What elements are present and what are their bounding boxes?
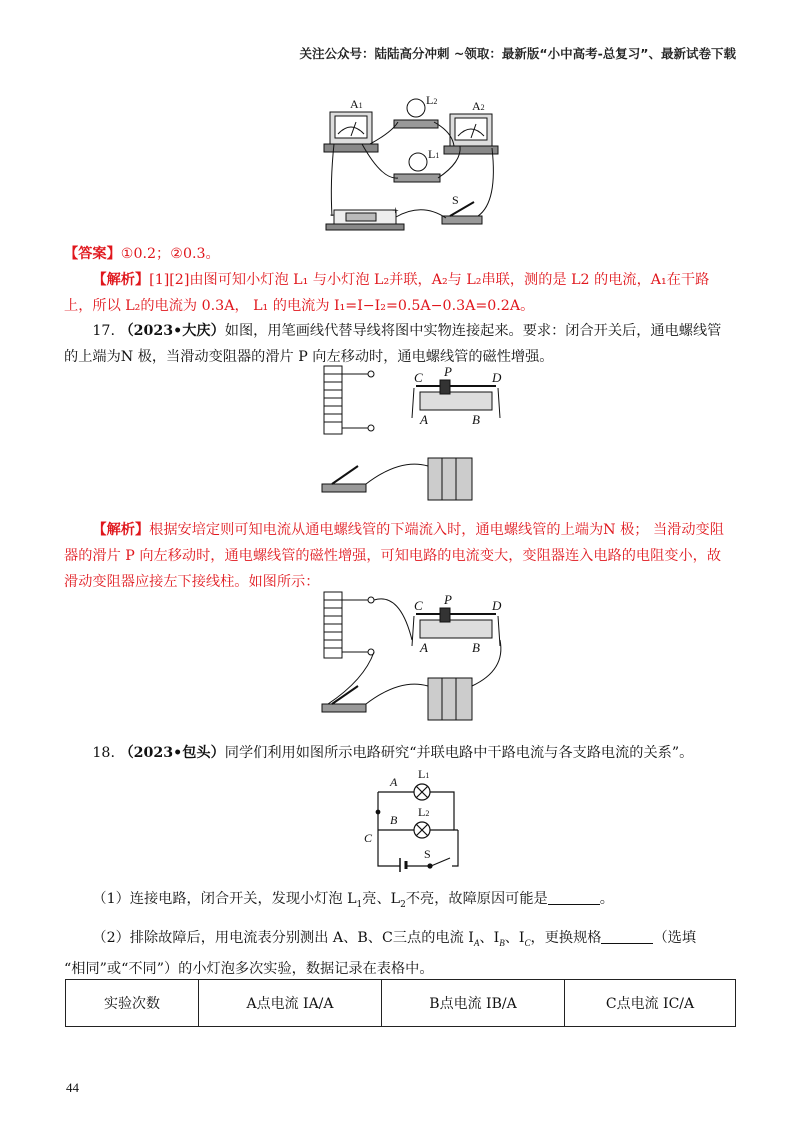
label-plus: +	[392, 203, 399, 217]
answer-blank-1[interactable]	[548, 890, 600, 905]
label-a: A	[420, 640, 428, 655]
label-c: C	[414, 370, 423, 385]
label-l1: L1	[418, 768, 430, 781]
figure-circuit-ammeters	[322, 92, 502, 240]
label-l2: L2	[418, 805, 430, 819]
label-a: A	[420, 412, 428, 427]
header-ic: C点电流 IC/A	[565, 980, 736, 1027]
label-a: A	[390, 775, 398, 789]
answer-blank-2[interactable]	[601, 929, 653, 944]
label-p: P	[444, 592, 452, 607]
label-c: C	[414, 598, 423, 613]
answer-16: 【答案】①0.2；②0.3。	[64, 246, 220, 262]
page-number: 44	[66, 1080, 79, 1095]
header-trial: 实验次数	[66, 980, 199, 1027]
header-ia: A点电流 IA/A	[199, 980, 382, 1027]
analysis-17: 【解析】根据安培定则可知电流从通电螺线管的下端流入时，通电螺线管的上端为N 极； 当滑动变阻 器的滑片 P 向左移动时，通电螺线管的磁性增强，可知电路的电流变大，变阻器连入电路的电阻变小，故 滑动变阻器应接左下接线柱。如图所示：	[64, 522, 724, 590]
question-17: 17. （2023•大庆）如图，用笔画线代替导线将图中实物连接起来。要求：闭合开关后，通电螺线管 的上端为N 极，当滑动变阻器的滑片 P 向左移动时，通电螺线管的磁性增强。	[64, 323, 722, 365]
label-a1: A1	[350, 97, 363, 111]
figure-solenoid-rheostat	[320, 362, 520, 512]
label-c: C	[364, 831, 373, 845]
figure-parallel-circuit	[352, 768, 470, 874]
label-b: B	[472, 640, 480, 655]
question-18-part-1: （1）连接电路，闭合开关，发现小灯泡 $L_1$亮、$L_2$不亮，故障原因可能是 。	[92, 891, 614, 910]
page-header: 关注公众号：陆陆高分冲刺 ~领取：最新版“小中高考-总复习”、最新试卷下载	[299, 46, 736, 61]
label-p: P	[444, 364, 452, 379]
label-a2: A2	[472, 99, 485, 113]
analysis-16: 【解析】[1][2]由图可知小灯泡 L₁ 与小灯泡 L₂并联，A₂与 L₂串联，测的是 L2 的电流，A₁在干路 上，所以 L₂的电流为 0.3A， L₁ 的电流为 I₁=I−I₂=0.5A−0.3A=0.2A。	[64, 272, 710, 314]
label-d: D	[492, 370, 502, 385]
question-18-part-2: （2）排除故障后，用电流表分别测出 A、B、C三点的电流 $I_A$、$I_B$、$I_C$，更换规格 （选填 “相同”或“不同”）的小灯泡多次实验，数据记录在表格中。	[64, 930, 697, 977]
table-header-row	[66, 980, 736, 1027]
header-ib: B点电流 IB/A	[382, 980, 565, 1027]
label-b: B	[390, 813, 398, 827]
label-l2: L2	[426, 93, 438, 107]
label-l1: L1	[428, 147, 440, 161]
label-minus: -	[330, 207, 334, 221]
label-s: S	[424, 847, 431, 861]
figure-solenoid-rheostat-answer	[320, 590, 520, 732]
question-18: 18. （2023•包头）同学们利用如图所示电路研究“并联电路中干路电流与各支路电流的关系”。	[92, 745, 694, 761]
label-d: D	[492, 598, 502, 613]
label-s: S	[452, 193, 459, 207]
label-b: B	[472, 412, 480, 427]
data-table	[65, 979, 736, 1027]
